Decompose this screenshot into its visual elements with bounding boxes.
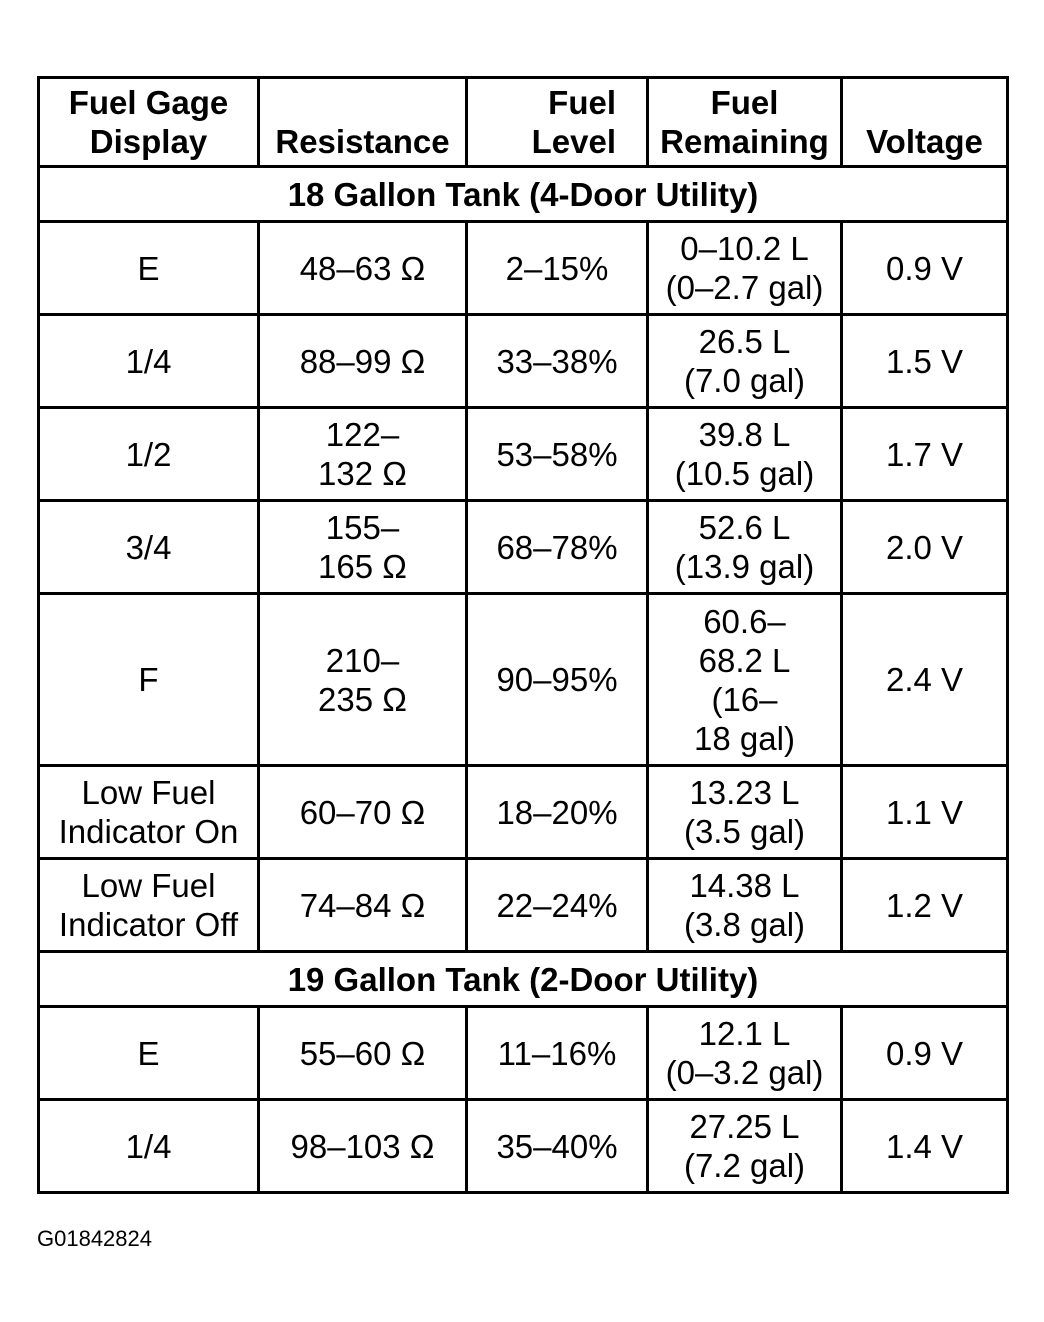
cell-fuel-remaining: [648, 1100, 842, 1193]
cell-line: 3/4: [125, 528, 172, 566]
cell-resistance: [259, 594, 467, 766]
cell-line: 1/4: [125, 342, 172, 380]
header-resistance: [259, 78, 467, 167]
cell-line: 1.1 V: [885, 793, 964, 831]
header-voltage: [842, 78, 1008, 167]
cell-line: 53–58%: [496, 435, 618, 473]
cell-voltage: [842, 315, 1008, 408]
table-row: [39, 859, 1008, 952]
figure-code: G01842824: [37, 1226, 152, 1251]
cell-line: 165 Ω: [318, 548, 407, 585]
cell-fuel-level: [467, 501, 648, 594]
cell-line: 13.23 L: [689, 774, 800, 811]
header-row: [39, 78, 1008, 167]
cell-line: (3.8 gal): [683, 906, 806, 943]
cell-line: 22–24%: [496, 886, 618, 924]
cell-fuel-remaining: [648, 859, 842, 952]
cell-line: Display: [89, 123, 208, 160]
table-row: [39, 766, 1008, 859]
cell-line: 18 gal): [694, 719, 795, 757]
section-header-row: [39, 167, 1008, 222]
cell-line: Level: [531, 123, 616, 160]
cell-line: 2–15%: [505, 249, 609, 287]
cell-fuel-remaining: [648, 315, 842, 408]
cell-resistance: [259, 766, 467, 859]
cell-line: 68–78%: [496, 528, 618, 566]
cell-fuel-remaining: [648, 408, 842, 501]
cell-fuel-level: [467, 766, 648, 859]
cell-line: 11–16%: [497, 1034, 617, 1072]
cell-line: (7.2 gal): [683, 1147, 806, 1184]
cell-fuel-level: [467, 594, 648, 766]
cell-line: 1.2 V: [885, 886, 964, 924]
cell-line: 12.1 L: [698, 1015, 791, 1052]
cell-fuel-gage-display: [39, 501, 259, 594]
cell-voltage: [842, 501, 1008, 594]
cell-fuel-gage-display: [39, 766, 259, 859]
cell-resistance: [259, 1100, 467, 1193]
cell-fuel-gage-display: [39, 408, 259, 501]
table-row: [39, 1007, 1008, 1100]
cell-line: 1.5 V: [885, 342, 964, 380]
cell-line: Indicator On: [58, 813, 239, 850]
cell-resistance: [259, 1007, 467, 1100]
cell-resistance: [259, 222, 467, 315]
cell-voltage: [842, 766, 1008, 859]
cell-line: Voltage: [866, 123, 983, 160]
cell-line: (16–: [711, 680, 778, 718]
cell-line: 1/4: [125, 1127, 172, 1165]
cell-resistance: [259, 501, 467, 594]
table-row: [39, 408, 1008, 501]
cell-line: 27.25 L: [689, 1108, 800, 1145]
cell-fuel-level: [467, 1007, 648, 1100]
cell-voltage: [842, 1100, 1008, 1193]
cell-line: 35–40%: [496, 1127, 618, 1165]
cell-line: 39.8 L: [698, 416, 791, 453]
cell-resistance: [259, 859, 467, 952]
cell-fuel-gage-display: [39, 594, 259, 766]
cell-line: 235 Ω: [318, 680, 407, 718]
cell-voltage: [842, 408, 1008, 501]
cell-resistance: [259, 408, 467, 501]
cell-voltage: [842, 222, 1008, 315]
cell-line: Fuel: [710, 84, 779, 121]
header-fuel-gage-display: [39, 78, 259, 167]
cell-fuel-remaining: [648, 1007, 842, 1100]
cell-fuel-level: [467, 859, 648, 952]
cell-fuel-gage-display: [39, 315, 259, 408]
cell-line: 26.5 L: [698, 323, 791, 360]
cell-fuel-remaining: [648, 766, 842, 859]
cell-fuel-remaining: [648, 501, 842, 594]
cell-line: 14.38 L: [689, 867, 800, 904]
cell-line: 33–38%: [496, 342, 618, 380]
section-header-row: [39, 952, 1008, 1007]
cell-line: 1.4 V: [885, 1127, 964, 1165]
cell-line: Low Fuel: [81, 774, 216, 811]
cell-line: 0.9 V: [885, 1034, 964, 1072]
cell-fuel-gage-display: [39, 222, 259, 315]
table-row: [39, 1100, 1008, 1193]
cell-line: 68.2 L: [698, 641, 791, 679]
cell-line: Remaining: [660, 123, 829, 160]
cell-voltage: [842, 594, 1008, 766]
cell-line: (0–3.2 gal): [665, 1054, 824, 1091]
cell-line: 48–63 Ω: [299, 249, 426, 287]
cell-line: 122–: [325, 416, 400, 453]
cell-line: 2.4 V: [885, 661, 964, 698]
cell-fuel-remaining: [648, 222, 842, 315]
cell-line: 18–20%: [496, 793, 618, 831]
cell-line: Fuel Gage: [68, 84, 229, 121]
cell-voltage: [842, 859, 1008, 952]
cell-line: 60–70 Ω: [299, 793, 426, 831]
table-row: [39, 315, 1008, 408]
table-body: [39, 167, 1008, 1193]
cell-line: 98–103 Ω: [290, 1127, 435, 1165]
cell-fuel-level: [467, 315, 648, 408]
cell-line: 155–: [325, 509, 400, 546]
cell-line: Resistance: [275, 123, 450, 160]
cell-line: Low Fuel: [81, 867, 216, 904]
cell-fuel-gage-display: [39, 1100, 259, 1193]
cell-line: (10.5 gal): [674, 455, 815, 492]
header-fuel-remaining: [648, 78, 842, 167]
cell-line: (0–2.7 gal): [665, 269, 824, 306]
cell-line: 1.7 V: [885, 435, 964, 473]
section-title: 19 Gallon Tank (2-Door Utility): [39, 952, 1008, 1007]
cell-line: (3.5 gal): [683, 813, 806, 850]
cell-line: (13.9 gal): [674, 548, 815, 585]
cell-line: 0–10.2 L: [680, 230, 809, 267]
cell-line: 1/2: [125, 435, 172, 473]
cell-line: F: [138, 661, 159, 698]
cell-line: Indicator Off: [58, 906, 239, 943]
cell-fuel-level: [467, 222, 648, 315]
cell-line: 132 Ω: [318, 455, 407, 492]
cell-fuel-gage-display: [39, 859, 259, 952]
cell-line: 60.6–: [703, 602, 786, 640]
table-row: [39, 501, 1008, 594]
cell-line: (7.0 gal): [683, 362, 806, 399]
cell-line: 90–95%: [496, 661, 618, 698]
cell-resistance: [259, 315, 467, 408]
cell-line: 2.0 V: [885, 528, 964, 566]
section-title: 18 Gallon Tank (4-Door Utility): [39, 167, 1008, 222]
table-row: [39, 594, 1008, 766]
cell-line: 55–60 Ω: [299, 1034, 426, 1072]
cell-line: 0.9 V: [885, 249, 964, 287]
cell-line: 52.6 L: [698, 509, 791, 546]
cell-fuel-level: [467, 1100, 648, 1193]
fuel-gage-table: [37, 76, 1009, 1194]
header-fuel-level: [467, 78, 648, 167]
cell-line: E: [137, 1034, 160, 1072]
fuel-gage-table-container: [37, 76, 1009, 1194]
table-row: [39, 222, 1008, 315]
cell-voltage: [842, 1007, 1008, 1100]
cell-fuel-remaining: [648, 594, 842, 766]
cell-line: 210–: [325, 641, 400, 679]
cell-line: 74–84 Ω: [299, 886, 426, 924]
cell-fuel-level: [467, 408, 648, 501]
cell-fuel-gage-display: [39, 1007, 259, 1100]
cell-line: Fuel: [548, 84, 616, 121]
cell-line: 88–99 Ω: [299, 342, 426, 380]
cell-line: E: [137, 249, 160, 287]
